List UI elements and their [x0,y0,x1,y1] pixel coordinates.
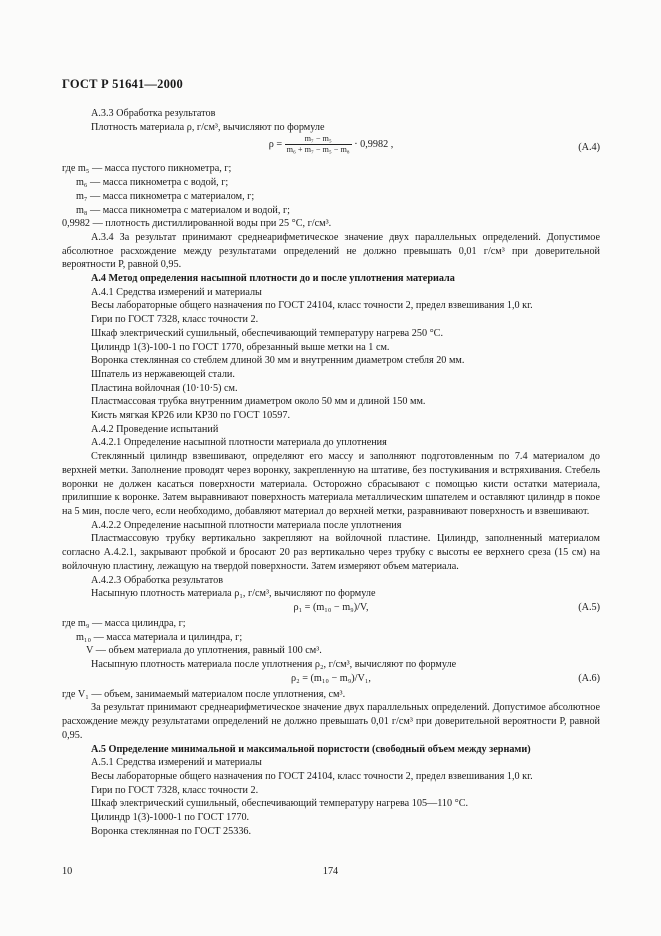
legend-m6: m₆ — масса пикнометра с водой, г; [76,177,229,189]
formula-a6 [62,672,600,688]
formula-a6-expression: ρ₂ = (m₁₀ − m₉)/V₁, [291,672,371,684]
formula-a4-fraction [285,134,352,155]
paragraph-a421: Стеклянный цилиндр взвешивают, определяют его массу и заполняют подготовленным по 7.4 материалом до верхней метки. Заполнение проводят через воронку, закрепленную на штативе, без постукивания и встряхивания. Стебель воронки не должен касаться поверхности материала. Осторожно сбрасывают с помощью кисти остатки материала, прилипшие к воронке. Затем выравнивают поверхность материала металлическим шпателем и оставляют цилиндр в покое на 5 мин, после чего, если необходимо, добавляют материал до верхней метки, разравнивают поверхность и взвешивают. [62,451,600,517]
a5-equipment-funnel: Воронка стеклянная по ГОСТ 25336. [91,825,252,837]
page-number-left: 10 [62,866,73,877]
a5-equipment-oven: Шкаф электрический сушильный, обеспечивающий температуру нагрева 105—110 °С. [91,798,469,810]
a5-equipment-scales: Весы лабораторные общего назначения по ГОСТ 24104, класс точности 2, предел взвешивания 1,0 кг. [91,770,533,782]
legend-m9: где m₉ — масса цилиндра, г; [62,617,186,629]
equipment-scales: Весы лабораторные общего назначения по ГОСТ 24104, класс точности 2, предел взвешивания 1,0 кг. [91,300,533,312]
section-a42-heading: А.4.2 Проведение испытаний [91,423,219,435]
paragraph-result-a42: За результат принимают среднеарифметическое значение двух параллельных определений. Допустимое абсолютное расхождение между результатами определений не должно превышать 0,01 г/см³ при доверительной вероятности P, равной 0,95. [62,702,600,741]
bulk-density-intro: Насыпную плотность материала ρ₁, г/см³, вычисляют по формуле [91,588,376,600]
formula-a4-lhs: ρ = [268,139,285,151]
equipment-cylinder: Цилиндр 1(3)-100-1 по ГОСТ 1770, обрезанный выше метки на 1 см. [91,341,390,353]
section-a421-heading: А.4.2.1 Определение насыпной плотности материала до уплотнения [91,437,387,449]
document-header: ГОСТ Р 51641—2000 [62,77,183,91]
formula-a4 [62,134,600,162]
section-a422-heading: А.4.2.2 Определение насыпной плотности материала после уплотнения [91,519,402,531]
section-a423-heading: А.4.2.3 Обработка результатов [91,574,224,586]
legend-v1: где V₁ — объем, занимаемый материалом после уплотнения, см³. [62,688,346,700]
paragraph-a422: Пластмассовую трубку вертикально закрепляют на войлочной пластине. Цилиндр, заполненный материалом согласно А.4.2.1, закрывают пробкой и бросают 20 раз вертикально через трубку с высоты ее верхнего среза (15 см) на войлочную пластину, лежащую на твердой поверхности. Затем измеряют объем материала. [62,533,600,572]
equipment-funnel: Воронка стеклянная со стеблем длиной 30 мм и внутренним диаметром стебля 20 мм. [91,355,465,367]
formula-a6-number: (А.6) [578,672,600,684]
page-number-center: 174 [322,866,339,877]
formula-a4-expression [62,134,600,155]
section-a33-heading: А.3.3 Обработка результатов [91,108,216,119]
section-a51-heading: А.5.1 Средства измерений и материалы [91,757,262,769]
formula-a5-expression: ρ₁ = (m₁₀ − m₉)/V, [293,601,369,613]
formula-a5 [62,601,600,617]
equipment-felt-plate: Пластина войлочная (10·10·5) см. [91,382,238,394]
legend-m10: m₁₀ — масса материала и цилиндра, г; [76,631,243,643]
formula-a5-number: (А.5) [578,601,600,613]
equipment-brush: Кисть мягкая КР26 или КР30 по ГОСТ 10597. [91,410,290,422]
section-a41-heading: А.4.1 Средства измерений и материалы [91,286,262,298]
legend-v: V — объем материала до уплотнения, равный 100 см³. [86,645,322,657]
legend-water-density: 0,9982 — плотность дистиллированной воды при 25 °С, г/см³. [62,218,332,230]
equipment-oven: Шкаф электрический сушильный, обеспечивающий температуру нагрева 250 °С. [91,327,443,339]
a5-equipment-weights: Гири по ГОСТ 7328, класс точности 2. [91,784,259,796]
formula-a4-denominator: m₆ + m₇ − m₅ − m₈ [286,145,350,155]
legend-m8: m₈ — масса пикнометра с материалом и водой, г; [76,204,290,216]
equipment-plastic-tube: Пластмассовая трубка внутренним диаметром около 50 мм и длиной 150 мм. [91,396,426,408]
equipment-weights: Гири по ГОСТ 7328, класс точности 2. [91,314,259,326]
a5-equipment-cylinder: Цилиндр 1(3)-1000-1 по ГОСТ 1770. [91,812,250,824]
formula-a4-number: (А.4) [578,142,600,154]
formula-a4-tail: · 0,9982 , [354,139,394,151]
section-a4-title: А.4 Метод определения насыпной плотности до и после уплотнения материала [91,273,455,285]
formula-a4-numerator: m₇ − m₅ [285,134,352,145]
paragraph-a34: А.3.4 За результат принимают среднеарифметическое значение двух параллельных определений. Допустимое абсолютное расхождение между результатами определений не должно превышать 0,01 г/см³ при доверительной вероятности P, равной 0,95. [62,231,600,271]
legend-m5: где m₅ — масса пустого пикнометра, г; [62,163,232,175]
section-a5-title: А.5 Определение минимальной и максимальной пористости (свободный объем между зернами) [91,743,531,755]
legend-m7: m₇ — масса пикнометра с материалом, г; [76,190,255,202]
compacted-density-intro: Насыпную плотность материала после уплотнения ρ₂, г/см³, вычисляют по формуле [91,659,457,671]
document-body [62,107,600,838]
equipment-spatula: Шпатель из нержавеющей стали. [91,368,235,380]
density-intro: Плотность материала ρ, г/см³, вычисляют по формуле [91,121,325,133]
